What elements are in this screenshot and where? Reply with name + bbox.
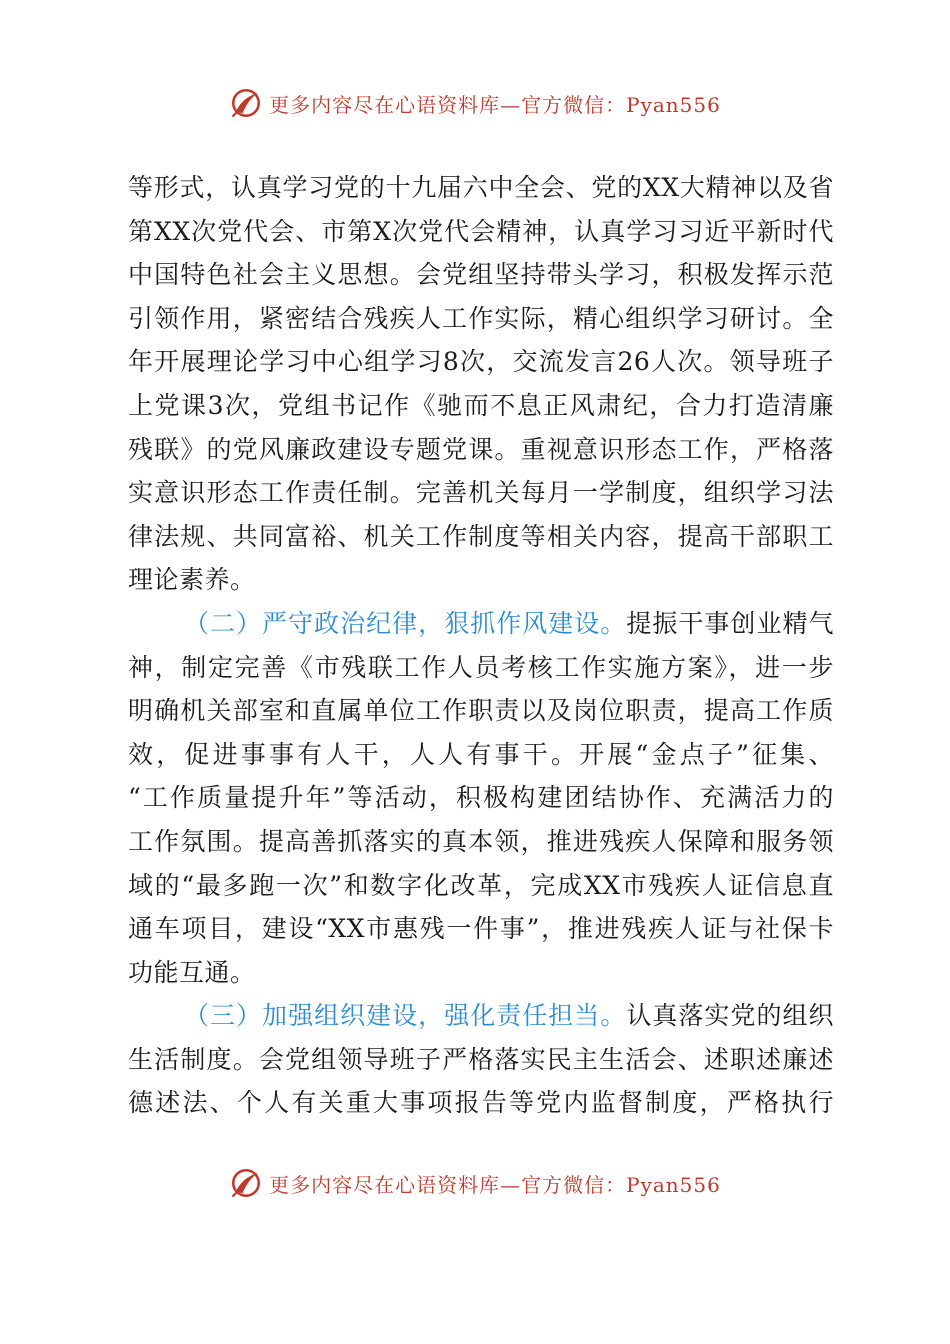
brand-logo-icon: [229, 1166, 263, 1200]
paragraph: [128, 994, 834, 1125]
document-body: [128, 166, 834, 1125]
banner-text: 更多内容尽在心语资料库—官方微信：Pyan556: [269, 92, 721, 117]
text-line: 通车项目，建设“XX市惠残一件事”，推进残疾人证与社保卡: [128, 914, 834, 944]
text-line: [128, 602, 834, 646]
paragraph: [128, 602, 834, 994]
text-line: 第XX次党代会、市第X次党代会精神，认真学习习近平新时代: [128, 216, 834, 246]
text-line: 中国特色社会主义思想。会党组坚持带头学习，积极发挥示范: [128, 260, 834, 290]
text-line: 工作氛围。提高善抓落实的真本领，推进残疾人保障和服务领: [128, 826, 834, 856]
text-line: “工作质量提升年”等活动，积极构建团结协作、充满活力的: [128, 783, 834, 813]
text-line: [128, 994, 834, 1038]
text-line: 神，制定完善《市残联工作人员考核工作实施方案》，进一步: [128, 652, 834, 682]
heading-continuation: 认真落实党的组织: [626, 1001, 834, 1031]
banner-text: 更多内容尽在心语资料库—官方微信：Pyan556: [269, 1172, 721, 1197]
text-line: 律法规、共同富裕、机关工作制度等相关内容，提高干部职工: [128, 521, 834, 551]
text-line: 残联》的党风廉政建设专题党课。重视意识形态工作，严格落: [128, 434, 834, 464]
text-line: 引领作用，紧密结合残疾人工作实际，精心组织学习研讨。全: [128, 303, 834, 333]
text-line: 实意识形态工作责任制。完善机关每月一学制度，组织学习法: [128, 478, 834, 508]
text-line: 上党课3次，党组书记作《驰而不息正风肃纪，合力打造清廉: [128, 390, 834, 420]
footer-banner: [0, 1163, 950, 1203]
brand-logo-icon: [229, 86, 263, 120]
paragraph: [128, 166, 834, 602]
text-line: 德述法、个人有关重大事项报告等党内监督制度，严格执行: [128, 1088, 834, 1118]
header-banner: [0, 83, 950, 123]
text-line: 效，促进事事有人干，人人有事干。开展“金点子”征集、: [128, 739, 834, 769]
text-line: 理论素养。: [128, 565, 256, 595]
text-line: 功能互通。: [128, 957, 256, 987]
heading-continuation: 提振干事创业精气: [626, 608, 834, 638]
section-heading: （三）加强组织建设，强化责任担当。: [184, 1001, 627, 1031]
text-line: 生活制度。会党组领导班子严格落实民主生活会、述职述廉述: [128, 1044, 834, 1074]
text-line: 域的“最多跑一次”和数字化改革，完成XX市残疾人证信息直: [128, 870, 834, 900]
section-heading: （二）严守政治纪律，狠抓作风建设。: [184, 608, 627, 638]
text-line: 等形式，认真学习党的十九届六中全会、党的XX大精神以及省: [128, 173, 834, 202]
text-line: 年开展理论学习中心组学习8次，交流发言26人次。领导班子: [128, 347, 834, 377]
text-line: 明确机关部室和直属单位工作职责以及岗位职责，提高工作质: [128, 696, 834, 726]
